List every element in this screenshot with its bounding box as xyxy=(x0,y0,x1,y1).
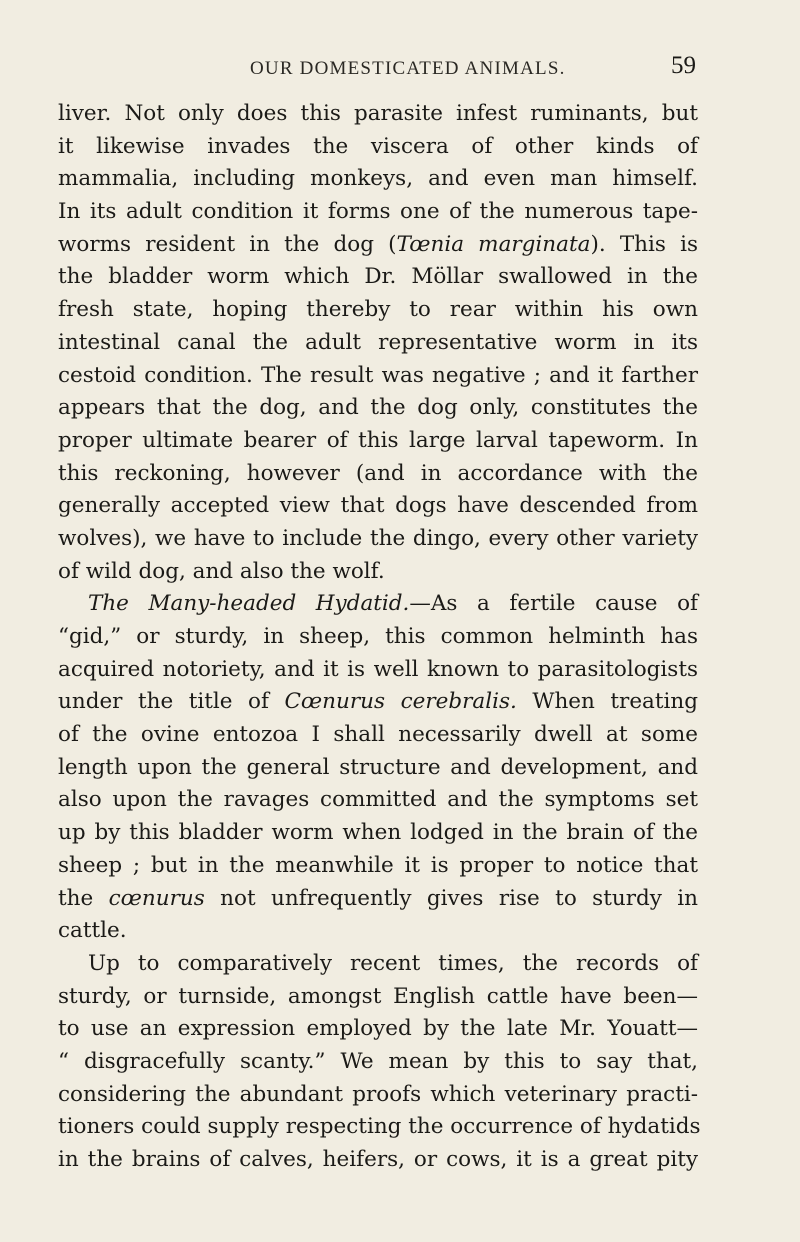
text-line: “ disgracefully scanty.” We mean by this to say that, xyxy=(58,1048,698,1074)
text-line: considering the abundant proofs which veterinary practi- xyxy=(58,1081,698,1107)
text-line xyxy=(58,883,698,916)
text-line: proper ultimate bearer of this large larval tapeworm. In xyxy=(58,427,698,453)
text-line-start: the xyxy=(58,885,109,911)
section-heading: The Many-headed Hydatid. xyxy=(88,591,410,617)
text-line: sturdy, or turnside, amongst English cattle have been— xyxy=(58,983,698,1009)
text-line: intestinal canal the adult representative worm in its xyxy=(58,329,698,355)
text-line: appears that the dog, and the dog only, constitutes the xyxy=(58,395,698,421)
text-line-start: under the title of xyxy=(58,689,285,715)
text-line: In its adult condition it forms one of the numerous tape- xyxy=(58,199,698,225)
section-heading-tail: —As a fertile cause of xyxy=(409,591,699,617)
text-line: this reckoning, however (and in accordance with the xyxy=(58,460,698,486)
text-line-start: worms resident in the dog ( xyxy=(58,231,397,257)
text-line xyxy=(58,229,698,262)
text-line: fresh state, hoping thereby to rear within his own xyxy=(58,297,698,323)
text-line: up by this bladder worm when lodged in the brain of the xyxy=(58,820,698,846)
text-line xyxy=(58,686,698,719)
species-name-taenia: Tœnia marginata xyxy=(396,231,591,257)
text-line: wolves), we have to include the dingo, every other variety xyxy=(58,525,698,551)
text-line: generally accepted view that dogs have descended from xyxy=(58,493,698,519)
text-line: “gid,” or sturdy, in sheep, this common helminth has xyxy=(58,624,698,649)
genus-name-coenurus: cœnurus xyxy=(108,885,205,911)
text-line: length upon the general structure and development, and xyxy=(58,754,698,780)
text-line: mammalia, including monkeys, and even man himself. xyxy=(58,166,698,192)
text-line: cattle. xyxy=(58,918,127,944)
text-line: tioners could supply respecting the occurrence of hydatids xyxy=(58,1114,701,1140)
text-line: cestoid condition. The result was negative ; and it farther xyxy=(58,362,698,388)
text-line: in the brains of calves, heifers, or cows, it is a great pity xyxy=(58,1147,698,1172)
text-line: acquired notoriety, and it is well known to parasitologists xyxy=(58,656,698,682)
text-line-end: When treating xyxy=(516,689,698,715)
text-line: sheep ; but in the meanwhile it is proper to notice that xyxy=(58,852,698,878)
text-line: liver. Not only does this parasite infest ruminants, but xyxy=(58,101,698,126)
text-line-end: not unfrequently gives rise to sturdy in xyxy=(204,885,699,911)
text-line: also upon the ravages committed and the symptoms set xyxy=(58,787,698,813)
text-line: of wild dog, and also the wolf. xyxy=(58,558,385,584)
species-name-coenurus: Cœnurus cerebralis. xyxy=(284,689,517,715)
text-line: it likewise invades the viscera of other kinds of xyxy=(58,133,698,159)
body-text xyxy=(58,98,701,1177)
page-number: 59 xyxy=(671,52,696,79)
text-line: Up to comparatively recent times, the records of xyxy=(88,950,698,976)
section-heading-line xyxy=(58,588,698,621)
text-line: the bladder worm which Dr. Möllar swallowed in the xyxy=(58,264,698,290)
text-line-end: ). This is xyxy=(590,231,698,257)
running-head xyxy=(0,52,800,82)
text-line: of the ovine entozoa I shall necessarily dwell at some xyxy=(58,722,698,748)
running-title: OUR DOMESTICATED ANIMALS. xyxy=(250,58,566,79)
text-line: to use an expression employed by the late Mr. Youatt— xyxy=(58,1016,698,1042)
